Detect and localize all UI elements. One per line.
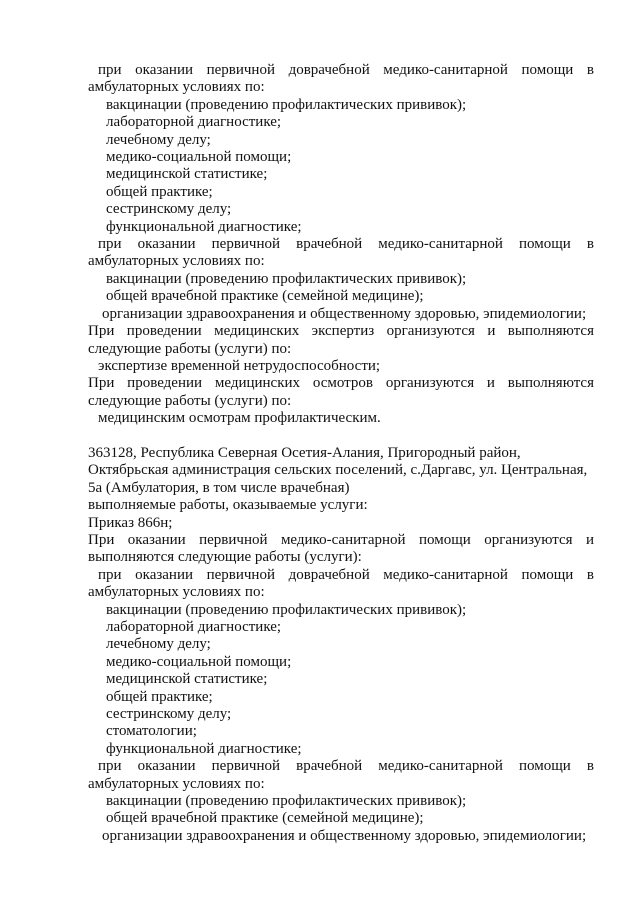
list-item: лабораторной диагностике; bbox=[106, 114, 282, 131]
list-item: медицинской статистике; bbox=[106, 671, 268, 688]
dovrach-heading-cont: амбулаторных условиях по: bbox=[88, 79, 265, 96]
list-item: лечебному делу; bbox=[106, 636, 211, 653]
expertise-heading-cont: следующие работы (услуги) по: bbox=[88, 340, 292, 357]
address-line: Октябрьская администрация сельских поселений, с.Даргавс, ул. Центральная, bbox=[88, 462, 588, 479]
examination-heading-cont: следующие работы (услуги) по: bbox=[88, 392, 292, 409]
list-item: общей врачебной практике (семейной медицине); bbox=[106, 288, 424, 305]
list-item: медицинским осмотрам профилактическим. bbox=[98, 410, 381, 427]
list-item: общей практике; bbox=[106, 183, 213, 200]
list-item: сестринскому делу; bbox=[106, 201, 232, 218]
list-item: вакцинации (проведению профилактических прививок); bbox=[106, 793, 467, 810]
list-item: функциональной диагностике; bbox=[106, 218, 302, 235]
list-item: сестринскому делу; bbox=[106, 706, 232, 723]
list-item: стоматологии; bbox=[106, 723, 197, 740]
order-reference: Приказ 866н; bbox=[88, 514, 173, 531]
address-line: 5а (Амбулатория, в том числе врачебная) bbox=[88, 479, 350, 496]
list-item: вакцинации (проведению профилактических прививок); bbox=[106, 601, 467, 618]
list-item: общей врачебной практике (семейной медицине); bbox=[106, 810, 424, 827]
address-line: 363128, Республика Северная Осетия-Алания, Пригородный район, bbox=[88, 444, 521, 461]
list-item: медико-социальной помощи; bbox=[106, 149, 292, 166]
section-spacer bbox=[88, 428, 594, 445]
list-item: лабораторной диагностике; bbox=[106, 618, 282, 635]
examination-heading: При проведении медицинских осмотров организуются и выполняются bbox=[88, 375, 594, 392]
list-item: вакцинации (проведению профилактических прививок); bbox=[106, 270, 467, 287]
list-item: организации здравоохранения и общественному здоровью, эпидемиологии; bbox=[102, 305, 587, 322]
vrach-heading: при оказании первичной врачебной медико-санитарной помощи в bbox=[98, 758, 594, 775]
dovrach-heading-cont: амбулаторных условиях по: bbox=[88, 584, 265, 601]
list-item: лечебному делу; bbox=[106, 131, 211, 148]
expertise-heading: При проведении медицинских экспертиз организуются и выполняются bbox=[88, 323, 594, 340]
list-item: медико-социальной помощи; bbox=[106, 653, 292, 670]
list-item: экспертизе временной нетрудоспособности; bbox=[98, 357, 381, 374]
list-item: медицинской статистике; bbox=[106, 166, 268, 183]
vrach-heading-cont: амбулаторных условиях по: bbox=[88, 253, 265, 270]
list-item: функциональной диагностике; bbox=[106, 740, 302, 757]
works-label: выполняемые работы, оказываемые услуги: bbox=[88, 497, 368, 514]
vrach-heading: при оказании первичной врачебной медико-санитарной помощи в bbox=[98, 236, 594, 253]
list-item: вакцинации (проведению профилактических прививок); bbox=[106, 96, 467, 113]
vrach-heading-cont: амбулаторных условиях по: bbox=[88, 775, 265, 792]
list-item: общей практике; bbox=[106, 688, 213, 705]
list-item: организации здравоохранения и общественному здоровью, эпидемиологии; bbox=[102, 827, 587, 844]
pmsp-heading: При оказании первичной медико-санитарной помощи организуются и bbox=[88, 531, 594, 548]
pmsp-heading-cont: выполняются следующие работы (услуги): bbox=[88, 549, 362, 566]
dovrach-heading: при оказании первичной доврачебной медико-санитарной помощи в bbox=[98, 566, 594, 583]
dovrach-heading: при оказании первичной доврачебной медико-санитарной помощи в bbox=[98, 62, 594, 78]
